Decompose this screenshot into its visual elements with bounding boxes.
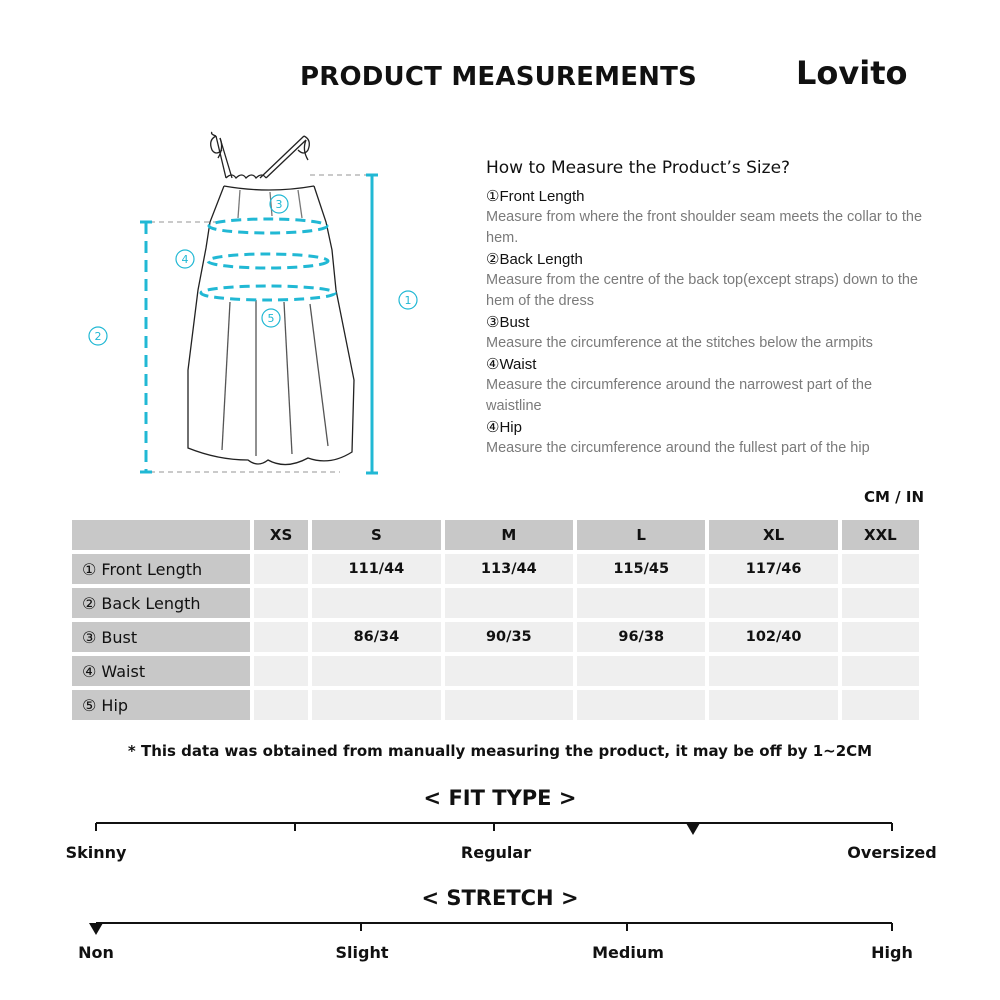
units-label: CM / IN [864,488,924,506]
table-cell: 111/44 [312,554,440,584]
size-header: XL [709,520,837,550]
table-cell [254,554,308,584]
dress-diagram [70,130,430,490]
measure-item-waist [486,354,926,417]
table-cell [312,690,440,720]
size-header: XS [254,520,308,550]
table-cell [842,690,919,720]
marker-front-length: 1 [404,294,412,307]
size-header: XXL [842,520,919,550]
table-cell [709,656,837,686]
stretch-label-non: Non [78,943,114,962]
marker-back-length: 2 [94,330,102,343]
table-row [72,656,919,686]
measure-item-title: ②Back Length [486,251,583,268]
table-cell [577,656,705,686]
table-cell: 113/44 [445,554,573,584]
measure-item-front-length [486,186,926,249]
row-label: ② Back Length [72,588,250,618]
marker-bust: 3 [275,198,283,211]
table-corner [72,520,250,550]
measure-item-title: ①Front Length [486,188,585,205]
table-cell [709,690,837,720]
stretch-marker [89,923,103,935]
fit-type-marker [686,823,700,835]
table-cell [842,588,919,618]
measure-item-desc: Measure the circumference at the stitches below the armpits [486,335,873,351]
stretch-label-slight: Slight [335,943,389,962]
table-cell [842,554,919,584]
brand-logo: Lovito [796,54,908,92]
measure-item-hip [486,417,926,459]
table-cell: 115/45 [577,554,705,584]
table-cell [577,588,705,618]
table-cell [312,656,440,686]
howto-heading: How to Measure the Product’s Size? [486,158,791,178]
stretch-label-high: High [871,943,913,962]
table-row [72,690,919,720]
measure-item-title: ④Waist [486,356,537,373]
marker-waist: 4 [181,253,189,266]
row-label: ⑤ Hip [72,690,250,720]
table-row [72,588,919,618]
measure-item-title: ③Bust [486,314,530,331]
table-cell [312,588,440,618]
fit-type-title: < FIT TYPE > [423,786,577,810]
table-cell [445,656,573,686]
table-cell [254,588,308,618]
page-title: PRODUCT MEASUREMENTS [300,62,697,92]
row-label: ④ Waist [72,656,250,686]
table-cell [445,588,573,618]
table-cell [709,588,837,618]
table-cell: 86/34 [312,622,440,652]
size-header: M [445,520,573,550]
size-header-row [72,520,919,550]
stretch-label-medium: Medium [592,943,664,962]
size-header: S [312,520,440,550]
size-header: L [577,520,705,550]
measure-item-desc: Measure the circumference around the fullest part of the hip [486,440,870,456]
table-cell [254,622,308,652]
fit-label-oversized: Oversized [847,843,937,862]
measure-item-desc: Measure from the centre of the back top(except straps) down to the hem of the dress [486,272,918,309]
table-cell: 117/46 [709,554,837,584]
size-table [68,516,923,724]
measure-item-bust [486,312,926,354]
marker-hip: 5 [267,312,275,325]
fit-label-regular: Regular [460,843,532,862]
row-label: ① Front Length [72,554,250,584]
table-cell [842,622,919,652]
stretch-title: < STRETCH > [421,886,579,910]
table-cell [577,690,705,720]
row-label: ③ Bust [72,622,250,652]
table-cell: 90/35 [445,622,573,652]
how-to-measure-section [486,158,926,459]
measure-item-title: ④Hip [486,419,522,436]
measure-item-back-length [486,249,926,312]
table-row [72,554,919,584]
table-cell: 96/38 [577,622,705,652]
table-cell [445,690,573,720]
table-cell [254,656,308,686]
table-cell [254,690,308,720]
measure-item-desc: Measure from where the front shoulder seam meets the collar to the hem. [486,209,923,246]
measure-item-desc: Measure the circumference around the narrowest part of the waistline [486,377,873,414]
measurement-note: * This data was obtained from manually measuring the product, it may be off by 1~2CM [127,742,873,760]
table-cell: 102/40 [709,622,837,652]
table-cell [842,656,919,686]
table-row [72,622,919,652]
fit-label-skinny: Skinny [65,843,127,862]
